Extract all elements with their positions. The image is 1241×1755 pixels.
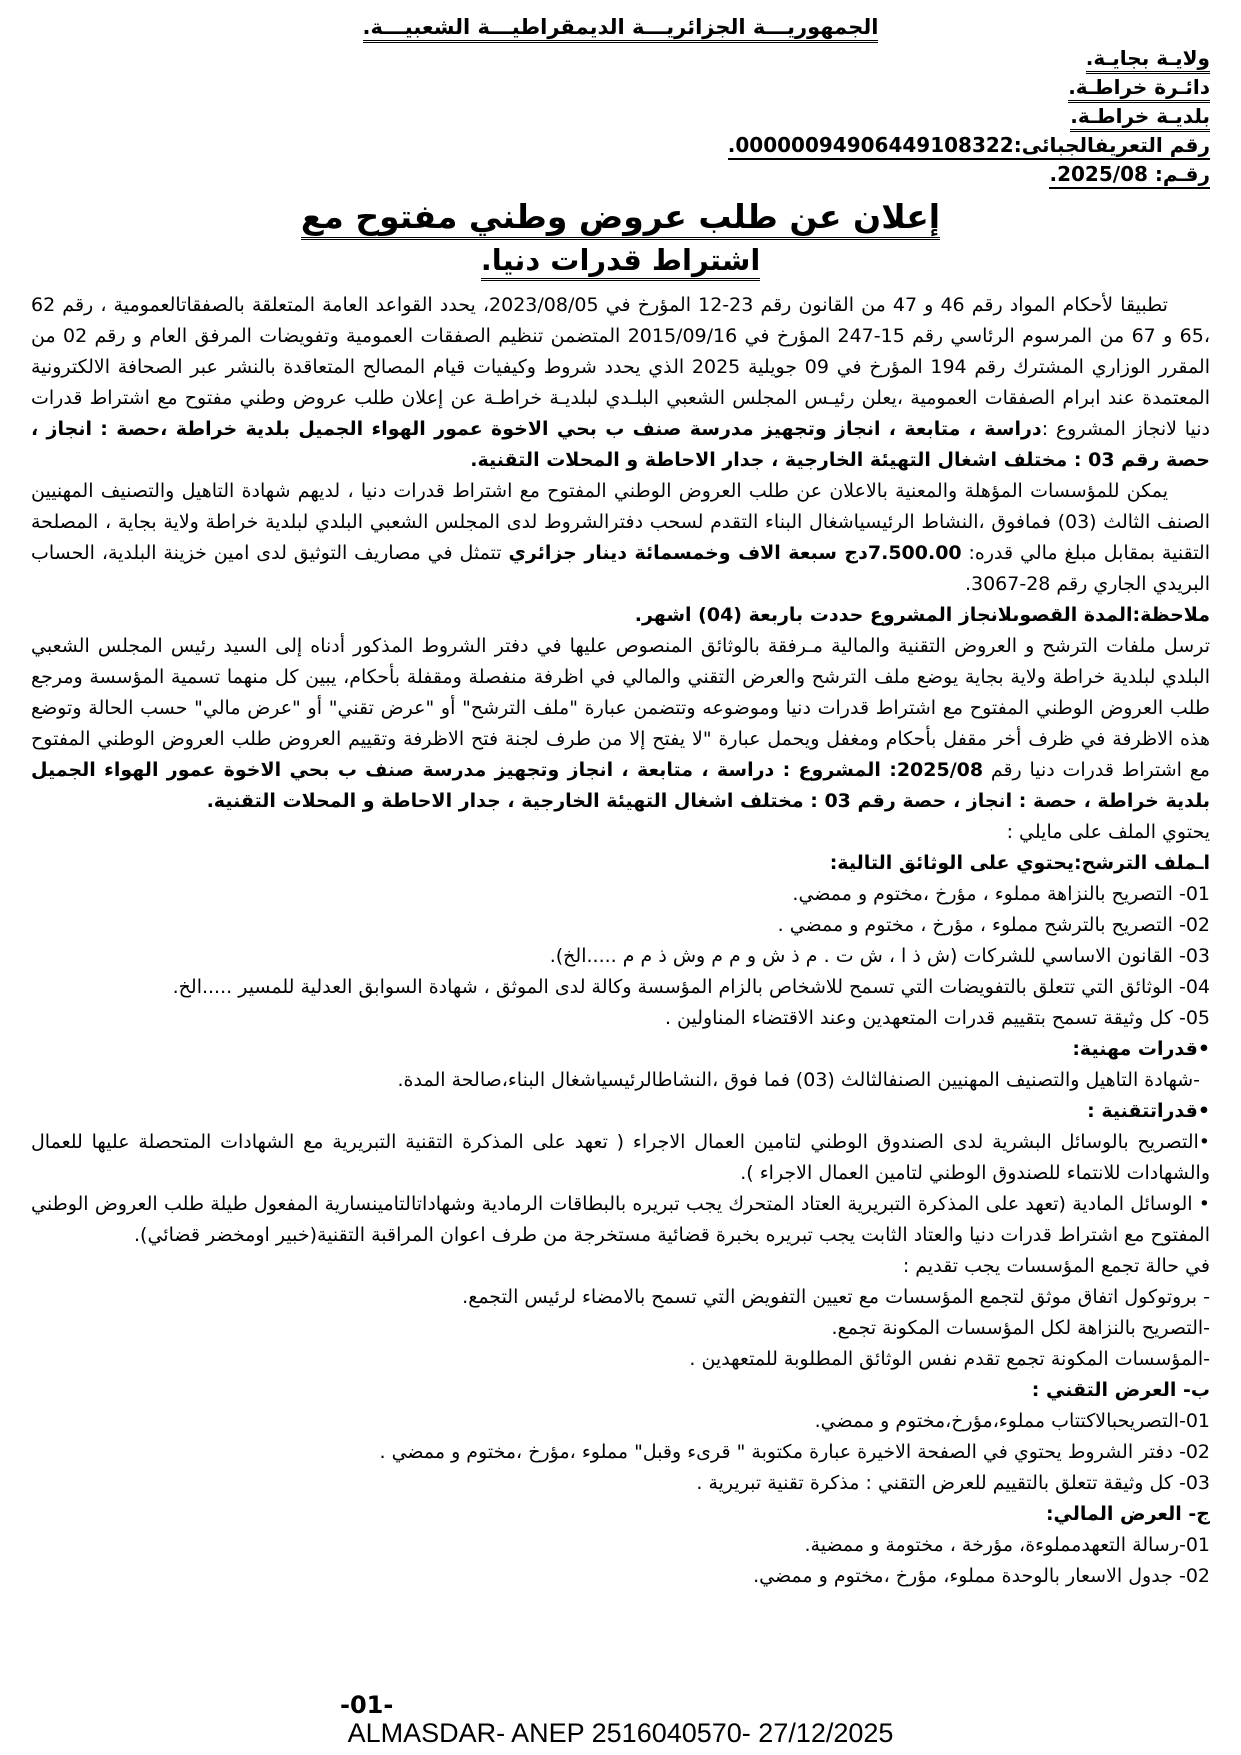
admin-wilaya-text: ولايـة بجايـة. xyxy=(1086,46,1210,74)
admin-taxid-text: رقم التعريفالجبائى:00000094906449108322. xyxy=(728,133,1210,160)
professional-capacities-heading: •قدرات مهنية: xyxy=(1072,1038,1210,1060)
paragraph-eligibility-text2: تتمثل في مصاريف التوثيق لدى امين خزينة البلدية، الحساب البريدي الجاري رقم 28-3067. xyxy=(31,542,1210,595)
announcement-title-line2 xyxy=(31,240,1210,280)
paragraph-eligibility-amount: 7.500.00دج سبعة الاف وخمسمائة دينار جزائري xyxy=(508,542,962,564)
technical-offer-item-2: 02- دفتر الشروط يحتوي في الصفحة الاخيرة عبارة مكتوبة " قرىء وقبل" مملوء ،مؤرخ ،مختوم و ممضي . xyxy=(379,1441,1210,1463)
technical-capacities-heading: •قدراتتقنية : xyxy=(1087,1100,1210,1122)
announcement-title-line1-text: إعلان عن طلب عروض وطني مفتوح مع xyxy=(301,197,940,240)
candidacy-file-heading: اـملف الترشح:يحتوي على الوثائق التالية: xyxy=(829,852,1210,874)
admin-wilaya-line xyxy=(31,44,1210,72)
technical-offer-heading: ب- العرض التقني : xyxy=(1031,1379,1210,1401)
paragraph-submission-text: ترسل ملفات الترشح و العروض التقنية والمالية مـرفقة بالوثائق المنصوص عليها في دفتر الشروط المذكور أدناه إلى السيد رئيس المجلس الشعبي البلدي لبلدية خراطة ولاية بجاية يوضع ملف الترشح والعرض التقني والمالي في اظرفة منفصلة ومقفلة بأحكام، يبين كل منهما تسمية المؤسسة ومرجع طلب العروض الوطني المفتوح مع اشتراط قدرات دنيا وموضوعه وتتضمن عبارة "ملف الترشح" أو "عرض تقني" أو "عرض مالي" حسب الحالة وتوضع هذه الاظرفة في ظرف أخر مقفل بأحكام ومغفل ويحمل عبارة "لا يفتح إلا من طرف لجنة فتح الاظرفة وتقييم العروض طلب العروض الوطني المفتوح مع اشتراط قدرات دنيا رقم xyxy=(31,635,1210,781)
anep-footer: ALMASDAR- ANEP 2516040570- 27/12/2025 xyxy=(347,1718,894,1748)
paragraph-submission xyxy=(31,631,1210,817)
admin-daira-text: دائـرة خراطـة. xyxy=(1068,75,1210,103)
grouping-item-2: -التصريح بالنزاهة لكل المؤسسات المكونة تجمع. xyxy=(831,1317,1210,1339)
financial-offer-item-2: 02- جدول الاسعار بالوحدة مملوء، مؤرخ ،مختوم و ممضي. xyxy=(753,1565,1210,1587)
candidacy-item-1: 01- التصريح بالنزاهة مملوء ، مؤرخ ،مختوم و ممضي. xyxy=(792,883,1210,905)
paragraph-submission-project: 2025/08: المشروع : دراسة ، متابعة ، انجاز وتجهيز مدرسة صنف ب بحي الاخوة عمور الهواء الجميل بلدية خراطة ، حصة : انجاز ، حصة رقم 03 : مختلف اشغال التهيئة الخارجية ، جدار الاحاطة و المحلات التقنية. xyxy=(31,759,1210,812)
announcement-title-line2-text: اشتراط قدرات دنيا. xyxy=(481,243,761,281)
note-duration: ملاحظة:المدة القصوىلانجاز المشروع حددت باربعة (04) اشهر. xyxy=(634,604,1210,626)
admin-commune-text: بلديـة خراطـة. xyxy=(1070,104,1210,132)
announcement-title-line1 xyxy=(31,194,1210,240)
candidacy-item-3: 03- القانون الاساسي للشركات (ش ذ ا ، ش ت . م ذ ش و م م وش ذ م م .....الخ). xyxy=(549,945,1210,967)
paragraph-eligibility-text1: يمكن للمؤسسات المؤهلة والمعنية بالاعلان عن طلب العروض الوطني المفتوح مع اشتراط قدرات دنيا ، لديهم شهادة التاهيل والتصنيف المهنيين الصنف الثالث (03) فمافوق ،النشاط الرئيسياشغال البناء التقدم لسحب دفترالشروط لدى المجلس الشعبي البلدي لبلدية خراطة ولاية بجاية ، المصلحة التقنية بمقابل مبلغ مالي قدره: xyxy=(31,480,1210,564)
paragraph-legal-basis xyxy=(31,290,1210,476)
paragraph-eligibility xyxy=(31,476,1210,600)
technical-offer-item-3: 03- كل وثيقة تتعلق بالتقييم للعرض التقني : مذكرة تقنية تبريرية . xyxy=(696,1472,1210,1494)
page-number: -01- xyxy=(340,1691,394,1719)
admin-number-line xyxy=(31,160,1210,188)
header-republic-text: الجمهوريـــة الجزائريـــة الديمقراطيـــة الشعبيـــة. xyxy=(363,15,879,43)
admin-taxid-line xyxy=(31,131,1210,159)
technical-offer-item-1: 01-التصريحبالاكتتاب مملوء،مؤرخ،مختوم و ممضي. xyxy=(814,1410,1210,1432)
admin-header-block xyxy=(31,44,1210,188)
admin-daira-line xyxy=(31,73,1210,101)
paragraph-legal-basis-text: تطبيقا لأحكام المواد رقم 46 و 47 من القانون رقم 23-12 المؤرخ في 2023/08/05، يحدد القواعد العامة المتعلقة بالصفقاتالعمومية ، رقم 62 ،65 و 67 من المرسوم الرئاسي رقم 15-247 المؤرخ في 2015/09/16 المتضمن تنظيم الصفقات العمومية وتفويضات المرفق العام و رقم 02 من المقرر الوزاري المشترك رقم 194 المؤرخ في 09 جويلية 2025 الذي يحدد شروط وكيفيات قيام المصالح المتعاقدة بالنشر عبر الصحافة الالكترونية المعتمدة عند ابرام الصفقات العمومية ،يعلن رئيـس المجلس الشعبي البلـدي لبلديـة خراطـة عن إعلان طلب عروض وطني مفتوح مع اشتراط قدرات دنيا لانجاز المشروع : xyxy=(31,294,1210,440)
technical-capacities-item-1: •التصريح بالوسائل البشرية لدى الصندوق الوطني لتامين العمال الاجراء ( تعهد على المذكرة التقنية التبريرية مع الشهادات المتحصلة عليها للعمال والشهادات للانتماء للصندوق الوطني لتامين العمال الاجراء ). xyxy=(31,1131,1210,1184)
grouping-intro: في حالة تجمع المؤسسات يجب تقديم : xyxy=(902,1255,1210,1277)
admin-commune-line xyxy=(31,102,1210,130)
candidacy-item-4: 04- الوثائق التي تتعلق بالتفويضات التي تسمح للاشخاص بالزام المؤسسة وكالة لدى الموثق ، شهادة السوابق العدلية للمسير .....الخ. xyxy=(172,976,1210,998)
file-contents-intro: يحتوي الملف على مايلي : xyxy=(1006,821,1210,843)
admin-number-text: رقـم: 2025/08. xyxy=(1049,162,1210,189)
grouping-item-3: -المؤسسات المكونة تجمع تقدم نفس الوثائق المطلوبة للمتعهدين . xyxy=(689,1348,1210,1370)
financial-offer-heading: ج- العرض المالي: xyxy=(1045,1503,1210,1525)
professional-capacities-item: -شهادة التاهيل والتصنيف المهنيين الصنفالثالث (03) فما فوق ،النشاطالرئيسياشغال البناء،صالحة المدة. xyxy=(397,1069,1200,1091)
candidacy-item-2: 02- التصريح بالترشح مملوء ، مؤرخ ، مختوم و ممضي . xyxy=(777,914,1210,936)
header-republic xyxy=(31,12,1210,42)
technical-capacities-item-2: • الوسائل المادية (تعهد على المذكرة التبريرية العتاد المتحرك يجب تبريره بالبطاقات الرمادية وشهاداتالتامينسارية المفعول طيلة طلب العروض الوطني المفتوح مع اشتراط قدرات دنيا والعتاد الثابت يجب تبريره بخبرة قضائية مستخرجة من طرف اعوان المراقبة التقنية(خبير اومخضر قضائي). xyxy=(31,1193,1210,1246)
paragraph-legal-basis-project: دراسة ، متابعة ، انجاز وتجهيز مدرسة صنف ب بحي الاخوة عمور الهواء الجميل بلدية خراطة ،حصة : انجاز ، حصة رقم 03 : مختلف اشغال التهيئة الخارجية ، جدار الاحاطة و المحلات التقنية. xyxy=(31,418,1210,471)
financial-offer-item-1: 01-رسالة التعهدمملوءة، مؤرخة ، مختومة و ممضية. xyxy=(804,1534,1210,1556)
candidacy-item-5: 05- كل وثيقة تسمح بتقييم قدرات المتعهدين وعند الاقتضاء المناولين . xyxy=(664,1007,1210,1029)
grouping-item-1: - بروتوكول اتفاق موثق لتجمع المؤسسات مع تعيين التفويض التي تسمح بالامضاء لرئيس التجمع. xyxy=(462,1286,1210,1308)
